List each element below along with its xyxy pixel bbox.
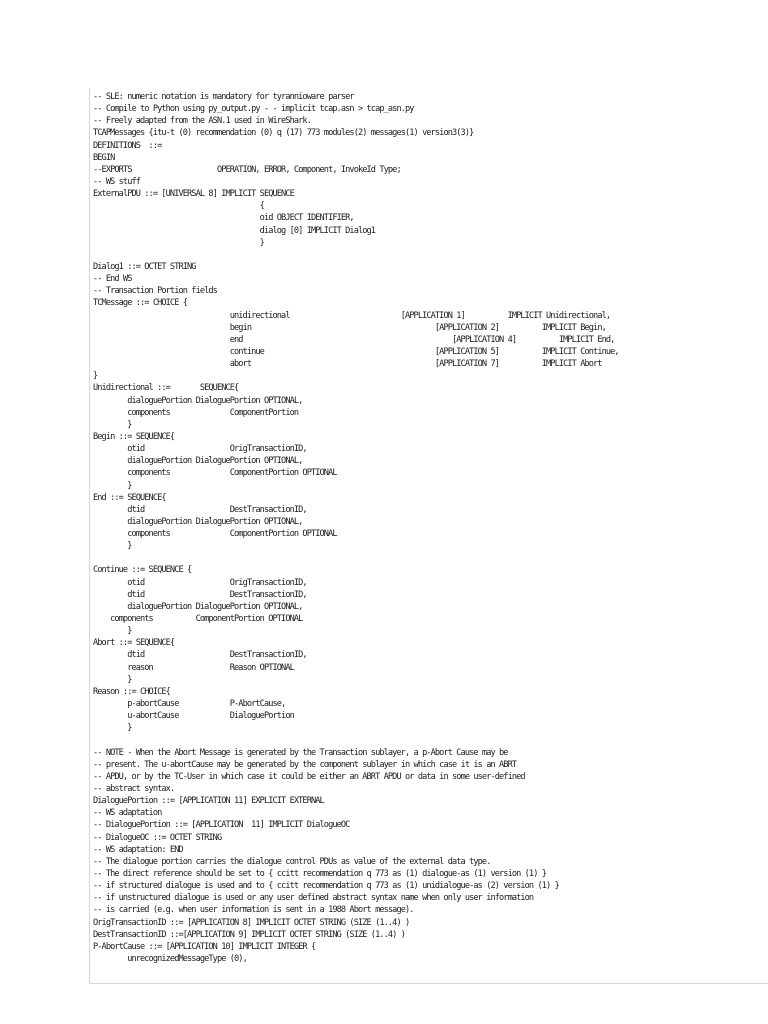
code-line: -- DialogueOC ::= OCTET STRING: [93, 832, 222, 843]
code-line: -- NOTE - When the Abort Message is generated by the Transaction sublayer, a p-Abort Cause may be: [93, 747, 508, 758]
code-line: ExternalPDU ::= [UNIVERSAL 8] IMPLICIT SEQUENCE: [93, 189, 294, 200]
code-line: otid OrigTransactionID,: [93, 577, 307, 588]
code-line: -- APDU, or by the TC-User in which case it could be either an ABRT APDU or data in some user-defined: [93, 771, 525, 782]
code-line: }: [93, 723, 132, 734]
code-line: Unidirectional ::= SEQUENCE{: [93, 383, 239, 394]
code-line: -- Compile to Python using py_output.py - - implicit tcap.asn > tcap_asn.py: [93, 104, 414, 115]
code-line: }: [93, 237, 264, 248]
code-line: -- WS stuff: [93, 176, 141, 187]
code-line: -- SLE: numeric notation is mandatory for tyrannioware parser: [93, 92, 354, 102]
code-line: OrigTransactionID ::= [APPLICATION 8] IMPLICIT OCTET STRING (SIZE (1..4) ): [93, 917, 410, 928]
code-line: dialoguePortion DialoguePortion OPTIONAL,: [93, 601, 303, 612]
code-line: [93, 249, 619, 261]
code-line: {: [93, 201, 264, 212]
code-line: continue [APPLICATION 5] IMPLICIT Continue,: [93, 346, 619, 357]
code-line: [93, 734, 619, 746]
code-line: [93, 552, 619, 564]
code-line: DestTransactionID ::=[APPLICATION 9] IMPLICIT OCTET STRING (SIZE (1..4) ): [93, 929, 405, 940]
code-line: -- Freely adapted from the ASN.1 used in WireShark.: [93, 116, 311, 127]
code-line: components ComponentPortion: [93, 407, 299, 418]
code-line: }: [93, 419, 132, 430]
code-line: Dialog1 ::= OCTET STRING: [93, 261, 196, 272]
code-line: }: [93, 480, 132, 491]
code-line: -- End WS: [93, 274, 132, 285]
code-line: abort [APPLICATION 7] IMPLICIT Abort: [93, 359, 602, 370]
code-line: -- if structured dialogue is used and to { ccitt recommendation q 773 as (1) unidialogue-as (2) version (1) }: [93, 881, 559, 892]
code-line: }: [93, 626, 132, 637]
code-line: dialog [0] IMPLICIT Dialog1: [93, 225, 376, 236]
code-line: dtid DestTransactionID,: [93, 504, 307, 515]
code-line: reason Reason OPTIONAL: [93, 662, 294, 673]
code-line: p-abortCause P-AbortCause,: [93, 699, 286, 710]
code-line: -- DialoguePortion ::= [APPLICATION 11] IMPLICIT DialogueOC: [93, 820, 350, 831]
code-line: -- if unstructured dialogue is used or any user defined abstract syntax name when only user information: [93, 893, 534, 904]
code-line: otid OrigTransactionID,: [93, 444, 307, 455]
code-line: -- is carried (e.g. when user information is sent in a 1988 Abort message).: [93, 905, 414, 916]
code-line: begin [APPLICATION 2] IMPLICIT Begin,: [93, 322, 606, 333]
code-line: Continue ::= SEQUENCE {: [93, 565, 192, 576]
asn1-source-listing: [93, 91, 619, 965]
code-line: -- The dialogue portion carries the dialogue control PDUs as value of the external data type.: [93, 856, 491, 867]
code-line: --EXPORTS OPERATION, ERROR, Component, InvokeId Type;: [93, 164, 401, 175]
code-line: oid OBJECT IDENTIFIER,: [93, 213, 354, 224]
code-line: u-abortCause DialoguePortion: [93, 711, 294, 722]
code-line: -- abstract syntax.: [93, 784, 175, 795]
code-line: BEGIN: [93, 152, 115, 163]
code-line: components ComponentPortion OPTIONAL: [93, 468, 337, 479]
code-line: P-AbortCause ::= [APPLICATION 10] IMPLICIT INTEGER {: [93, 941, 316, 952]
code-line: End ::= SEQUENCE{: [93, 492, 166, 503]
code-line: }: [93, 541, 132, 552]
code-line: unrecognizedMessageType (0),: [93, 953, 247, 964]
code-line: dialoguePortion DialoguePortion OPTIONAL,: [93, 395, 303, 406]
code-line: dtid DestTransactionID,: [93, 589, 307, 600]
code-line: TCMessage ::= CHOICE {: [93, 298, 188, 309]
code-line: dialoguePortion DialoguePortion OPTIONAL,: [93, 516, 303, 527]
code-line: -- WS adaptation: [93, 808, 162, 819]
code-line: Begin ::= SEQUENCE{: [93, 431, 175, 442]
code-line: -- Transaction Portion fields: [93, 286, 217, 297]
code-line: -- The direct reference should be set to { ccitt recommendation q 773 as (1) dialogue-as (1) version (1) }: [93, 869, 547, 879]
code-line: components ComponentPortion OPTIONAL: [93, 614, 303, 625]
code-line: dtid DestTransactionID,: [93, 650, 307, 661]
code-line: Reason ::= CHOICE{: [93, 686, 170, 697]
code-line: DEFINITIONS ::=: [93, 140, 162, 151]
code-line: end [APPLICATION 4] IMPLICIT End,: [93, 334, 615, 345]
code-line: Abort ::= SEQUENCE{: [93, 638, 175, 649]
code-line: unidirectional [APPLICATION 1] IMPLICIT Unidirectional,: [93, 310, 611, 321]
document-page: [89, 88, 768, 984]
code-line: -- present. The u-abortCause may be generated by the component sublayer in which case it is an ABRT: [93, 759, 517, 770]
code-line: DialoguePortion ::= [APPLICATION 11] EXPLICIT EXTERNAL: [93, 796, 324, 807]
code-line: TCAPMessages {itu-t (0) recommendation (0) q (17) 773 modules(2) messages(1) version3(3)}: [93, 128, 474, 139]
code-line: dialoguePortion DialoguePortion OPTIONAL,: [93, 456, 303, 467]
code-line: -- WS adaptation: END: [93, 844, 183, 855]
code-line: }: [93, 371, 98, 382]
code-line: }: [93, 674, 132, 685]
code-line: components ComponentPortion OPTIONAL: [93, 529, 337, 540]
